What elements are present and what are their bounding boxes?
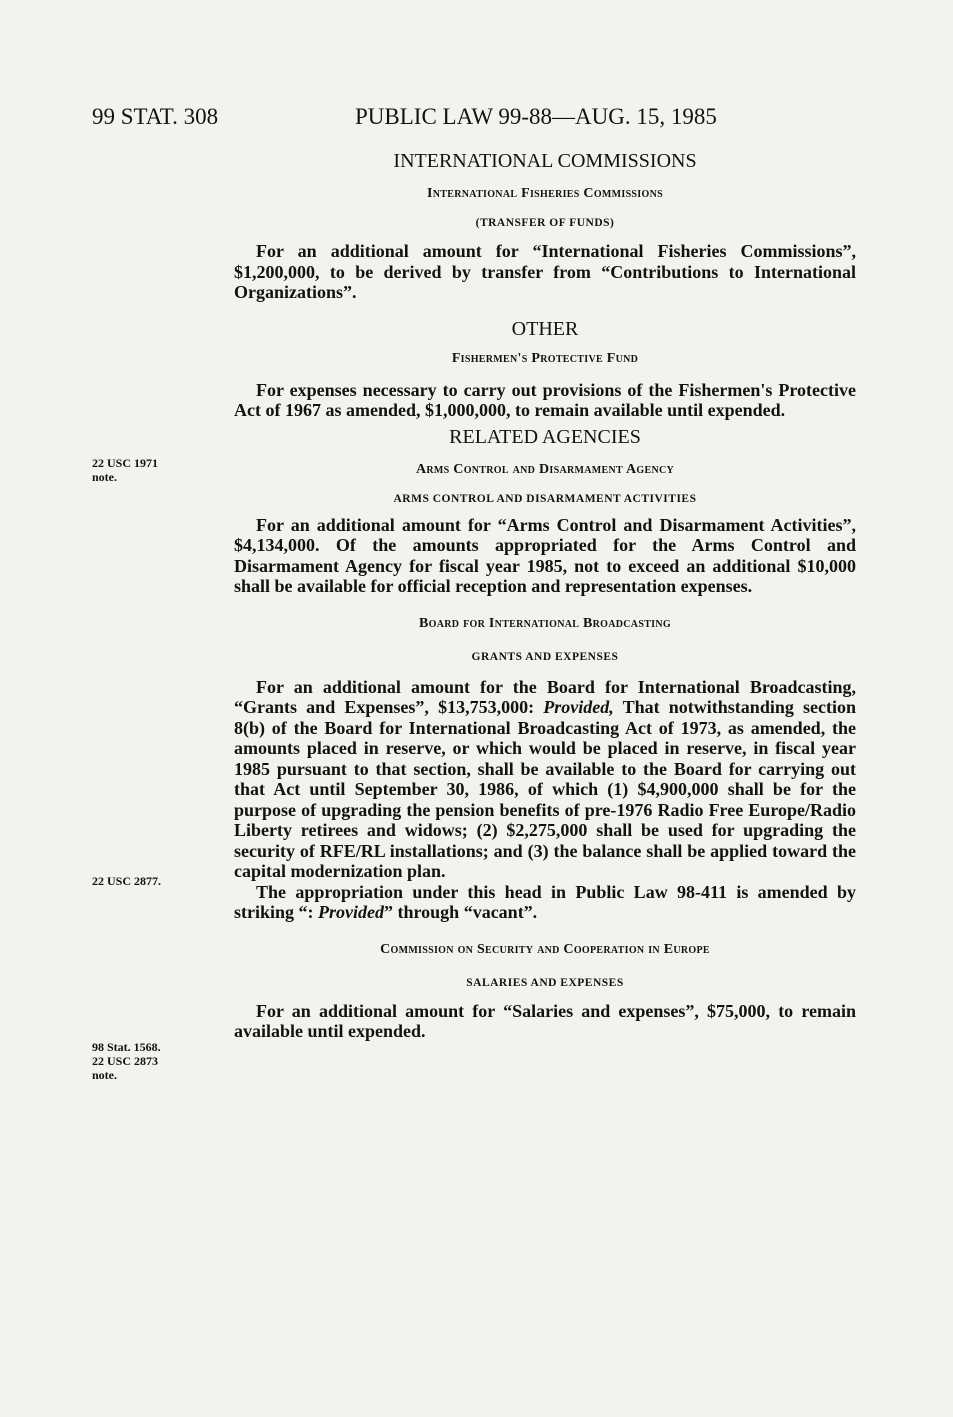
stat-page-number: 99 STAT. 308: [92, 104, 219, 129]
paragraph-text: The appropriation under this head in Public Law 98-411 is amended by striking “:: [234, 881, 856, 922]
margin-note-line: 22 USC 1971: [92, 456, 159, 470]
running-header: PUBLIC LAW 99-88—AUG. 15, 1985: [355, 104, 717, 129]
heading-international-fisheries: International Fisheries Commissions: [427, 186, 663, 201]
heading-international-commissions: INTERNATIONAL COMMISSIONS: [393, 150, 697, 172]
paragraph-fisheries: [234, 241, 856, 303]
paragraph-text: For an additional amount for “International Fisheries Commissions”, $1,200,000, to be derived by transfer from “Contributions to International Organizations”.: [234, 241, 856, 302]
heading-related-agencies: RELATED AGENCIES: [449, 425, 641, 448]
heading-arms-agency: Arms Control and Disarmament Agency: [415, 461, 675, 477]
heading-board-broadcasting: Board for International Broadcasting: [419, 615, 671, 631]
provided-italic: Provided,: [543, 697, 614, 717]
paragraph-arms: [234, 515, 856, 597]
paragraph-text: For expenses necessary to carry out provisions of the Fishermen's Protective Act of 1967 as amended, $1,000,000, to remain available until expended.: [234, 379, 856, 420]
heading-other: OTHER: [511, 317, 579, 340]
margin-note-line: 98 Stat. 1568.: [92, 1040, 161, 1054]
margin-note-2: [92, 874, 161, 888]
heading-fishermens-fund: Fishermen's Protective Fund: [451, 350, 639, 366]
paragraph-text: For an additional amount for “Arms Control and Disarmament Activities”, $4,134,000. Of the amounts appropriated for the Arms Control and Disarmament Agency for fiscal year 1985, not to exceed an additional $10,000 shall be available for official reception and representation expenses.: [234, 514, 856, 596]
margin-note-line: 22 USC 2877.: [92, 874, 162, 888]
heading-grants-expenses: GRANTS AND EXPENSES: [471, 650, 619, 663]
paragraph-broadcasting: [234, 677, 856, 882]
paragraph-text: For an additional amount for “Salaries and expenses”, $75,000, to remain available until expended.: [234, 1000, 856, 1041]
paragraph-amendment: [234, 882, 856, 923]
heading-salaries-expenses: SALARIES AND EXPENSES: [466, 976, 624, 989]
margin-note-3: [92, 1040, 161, 1082]
paragraph-text: That notwithstanding section 8(b) of the Board for International Broadcasting Act of 1973, as amended, the amounts placed in reserve, or which would be placed in reserve, in fiscal year 1985 pursuant to that section, shall be available to the Board for carrying out that Act until September 30, 1986, of which (1) $4,900,000 shall be for the purpose of upgrading the pension benefits of pre-1976 Radio Free Europe/Radio Liberty retirees and widows; (2) $2,275,000 shall be used for upgrading the security of RFE/RL installations; and (3) the balance shall be applied toward the capital modernization plan.: [234, 697, 857, 881]
heading-arms-activities: ARMS CONTROL AND DISARMAMENT ACTIVITIES: [393, 492, 697, 505]
main-text-column: [234, 147, 856, 1042]
margin-note-1: [92, 456, 158, 484]
margin-note-line: note.: [92, 470, 117, 484]
paragraph-fishermens: [234, 380, 856, 421]
margin-note-line: 22 USC 2873: [92, 1054, 159, 1068]
heading-commission-security: Commission on Security and Cooperation in Europe: [380, 941, 710, 957]
paragraph-text: For an additional amount for the Board for International Broadcasting, “Grants and Expenses”, $13,753,000:: [234, 676, 856, 717]
paragraph-text: ” through “vacant”.: [384, 902, 538, 922]
paragraph-salaries: [234, 1001, 856, 1042]
provided-italic: Provided: [318, 902, 384, 922]
heading-transfer-of-funds: (TRANSFER OF FUNDS): [475, 217, 615, 229]
margin-note-line: note.: [92, 1068, 117, 1082]
